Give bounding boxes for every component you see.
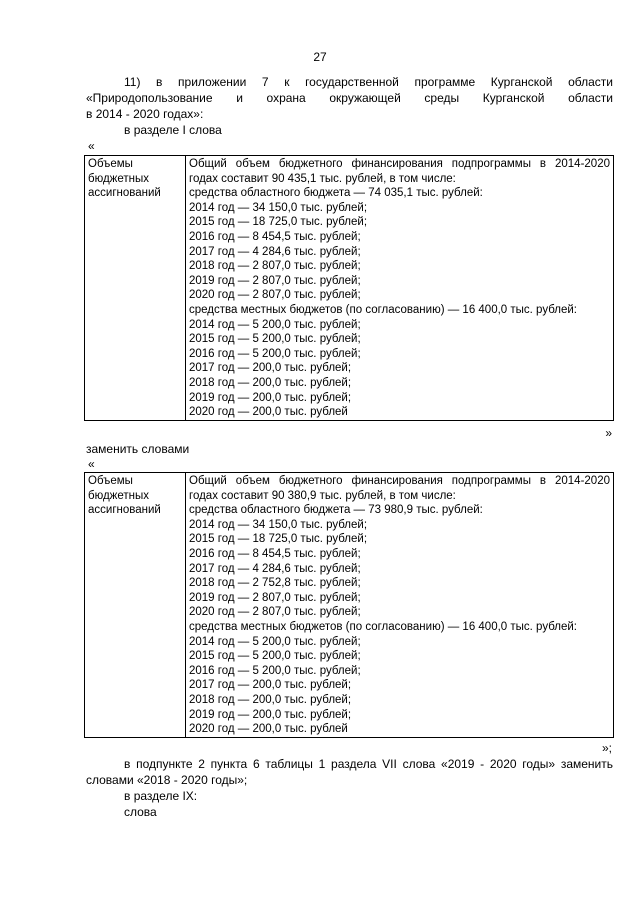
content-line: 2015 год — 5 200,0 тыс. рублей; bbox=[189, 650, 361, 663]
content-line: 2017 год — 4 284,6 тыс. рублей; bbox=[189, 562, 361, 575]
replace-label: заменить словами bbox=[86, 442, 190, 456]
content-line: средства местных бюджетов (по согласованию) — 16 400,0 тыс. рублей: bbox=[189, 620, 577, 633]
budget-content-cell bbox=[186, 156, 614, 421]
budget-table-new bbox=[84, 472, 614, 738]
close-quote-new: »; bbox=[601, 741, 612, 755]
content-line: 2020 год — 2 807,0 тыс. рублей; bbox=[189, 606, 361, 619]
content-line: 2015 год — 5 200,0 тыс. рублей; bbox=[189, 333, 361, 346]
intro-line-3: в 2014 - 2020 годах»: bbox=[86, 107, 204, 121]
content-line: 2019 год — 2 807,0 тыс. рублей; bbox=[189, 591, 361, 604]
content-line: 2017 год — 4 284,6 тыс. рублей; bbox=[189, 245, 361, 258]
label-line: бюджетных bbox=[88, 172, 150, 185]
outro-line-4: слова bbox=[124, 805, 157, 819]
content-line: годах составит 90 435,1 тыс. рублей, в том числе: bbox=[189, 172, 456, 185]
intro-paragraph bbox=[86, 74, 613, 138]
content-line: 2014 год — 34 150,0 тыс. рублей; bbox=[189, 518, 368, 531]
content-line: 2019 год — 200,0 тыс. рублей; bbox=[189, 708, 352, 721]
content-line: 2016 год — 5 200,0 тыс. рублей; bbox=[189, 347, 361, 360]
outro-paragraph bbox=[86, 756, 613, 820]
label-line: Объемы bbox=[88, 158, 133, 170]
content-line: 2019 год — 200,0 тыс. рублей; bbox=[189, 391, 352, 404]
page-number: 27 bbox=[313, 50, 327, 64]
outro-line-2: словами «2018 - 2020 годы»; bbox=[86, 773, 248, 787]
label-line: ассигнований bbox=[88, 187, 161, 200]
content-line: 2015 год — 18 725,0 тыс. рублей; bbox=[189, 216, 368, 229]
content-line: 2016 год — 8 454,5 тыс. рублей; bbox=[189, 547, 361, 560]
open-quote-new: « bbox=[88, 457, 95, 471]
intro-line-4: в разделе I слова bbox=[124, 123, 222, 137]
content-line: 2020 год — 200,0 тыс. рублей bbox=[189, 723, 348, 736]
content-line: 2014 год — 5 200,0 тыс. рублей; bbox=[189, 318, 361, 331]
content-line: 2016 год — 8 454,5 тыс. рублей; bbox=[189, 230, 361, 243]
budget-table-old bbox=[84, 155, 614, 421]
label-line: Объемы bbox=[88, 475, 133, 487]
budget-content-cell bbox=[186, 473, 614, 738]
content-line: 2018 год — 2 807,0 тыс. рублей; bbox=[189, 260, 361, 273]
content-line: 2016 год — 5 200,0 тыс. рублей; bbox=[189, 664, 361, 677]
content-line: 2020 год — 2 807,0 тыс. рублей; bbox=[189, 289, 361, 302]
content-line: Общий объем бюджетного финансирования подпрограммы в 2014-2020 bbox=[189, 158, 610, 170]
content-line: 2015 год — 18 725,0 тыс. рублей; bbox=[189, 533, 368, 546]
content-line: 2019 год — 2 807,0 тыс. рублей; bbox=[189, 274, 361, 287]
budget-label-cell bbox=[85, 473, 186, 738]
content-line: 2018 год — 200,0 тыс. рублей; bbox=[189, 693, 352, 706]
content-line: 2014 год — 5 200,0 тыс. рублей; bbox=[189, 635, 361, 648]
content-line: 2018 год — 200,0 тыс. рублей; bbox=[189, 376, 352, 389]
budget-label-cell bbox=[85, 156, 186, 421]
outro-line-1: в подпункте 2 пункта 6 таблицы 1 раздела VII слова «2019 - 2020 годы» заменить bbox=[124, 757, 613, 771]
content-line: Общий объем бюджетного финансирования подпрограммы в 2014-2020 bbox=[189, 475, 610, 487]
content-line: 2017 год — 200,0 тыс. рублей; bbox=[189, 362, 352, 375]
content-line: 2020 год — 200,0 тыс. рублей bbox=[189, 406, 348, 419]
content-line: средства областного бюджета — 74 035,1 тыс. рублей: bbox=[189, 187, 483, 200]
table-row bbox=[85, 156, 614, 421]
label-line: ассигнований bbox=[88, 504, 161, 517]
open-quote-old: « bbox=[88, 139, 95, 153]
content-line: средства областного бюджета — 73 980,9 тыс. рублей: bbox=[189, 504, 483, 517]
content-line: годах составит 90 380,9 тыс. рублей, в том числе: bbox=[189, 489, 456, 502]
intro-line-2: «Природопользование и охрана окружающей среды Курганской области bbox=[86, 91, 613, 105]
close-quote-old: » bbox=[605, 426, 612, 440]
outro-line-3: в разделе IX: bbox=[124, 789, 198, 803]
content-line: средства местных бюджетов (по согласованию) — 16 400,0 тыс. рублей: bbox=[189, 303, 577, 316]
content-line: 2018 год — 2 752,8 тыс. рублей; bbox=[189, 577, 361, 590]
intro-line-1: 11) в приложении 7 к государственной программе Курганской области bbox=[124, 75, 613, 89]
table-row bbox=[85, 473, 614, 738]
content-line: 2017 год — 200,0 тыс. рублей; bbox=[189, 679, 352, 692]
content-line: 2014 год — 34 150,0 тыс. рублей; bbox=[189, 201, 368, 214]
label-line: бюджетных bbox=[88, 489, 150, 502]
